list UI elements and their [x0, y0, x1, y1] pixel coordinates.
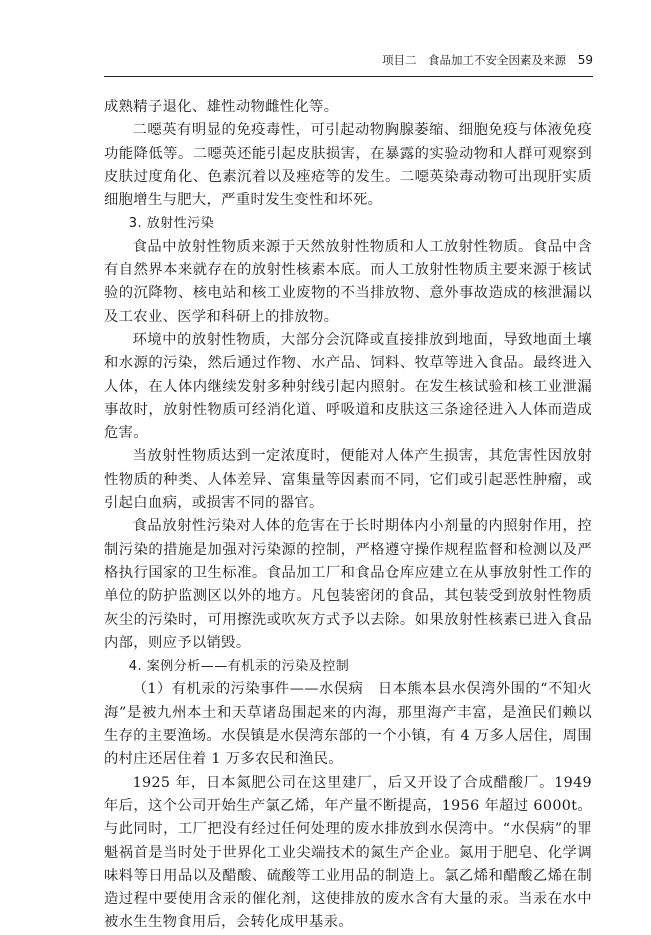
page-number: 59 [577, 53, 593, 67]
paragraph-continuation: 成熟精子退化、雄性动物雌性化等。 [104, 99, 339, 115]
paragraph-minamata-event: （1）有机汞的污染事件——水俣病 日本熊本县水俣湾外围的“不知火海”是被九州本土和天草诸岛围起来的内海，那里海产丰富，是渔民们赖以生存的主要渔场。水俣镇是水俣湾东部的一个小镇，有 4 万多人居住，周围的村庄还居住着 1 万多农民和渔民。 [104, 681, 592, 768]
page-body [104, 96, 592, 935]
section-heading-case-study: 4. 案例分析——有机汞的污染及控制 [128, 659, 350, 675]
paragraph-radioactive-environment: 环境中的放射性物质，大部分会沉降或直接排放到地面，导致地面土壤和水源的污染，然后通过作物、水产品、饲料、牧草等进入食品。最终进入人体，在人体内继续发射多种射线引起内照射。在发生核试验和核工业泄漏事故时，放射性物质可经消化道、呼吸道和皮肤这三条途径进入人体而造成危害。 [104, 331, 592, 442]
paragraph-radioactive-control: 食品放射性污染对人体的危害在于长时期体内小剂量的内照射作用，控制污染的措施是加强对污染源的控制，严格遵守操作规程监督和检测以及严格执行国家的卫生标准。食品加工厂和食品仓库应建立在从事放射性工作的单位的防护监测区以外的地方。凡包装密闭的食品，其包装受到放射性物质灰尘的污染时，可用擦洗或吹灰方式予以去除。如果放射性核素已进入食品内部，则应予以销毁。 [104, 518, 592, 651]
running-header [104, 52, 593, 77]
header-title: 项目二 食品加工不安全因素及来源 [382, 53, 567, 67]
paragraph-dioxin-immunotoxicity: 二噁英有明显的免疫毒性，可引起动物胸腺萎缩、细胞免疫与体液免疫功能降低等。二噁英还能引起皮肤损害，在暴露的实验动物和人群可观察到皮肤过度角化、色素沉着以及痤疮等的发生。二噁英染毒动物可出现肝实质细胞增生与肥大，严重时发生变性和坏死。 [104, 122, 592, 209]
paragraph-radioactive-sources: 食品中放射性物质来源于天然放射性物质和人工放射性物质。食品中含有自然界本来就存在的放射性核素本底。而人工放射性物质主要来源于核试验的沉降物、核电站和核工业废物的不当排放物、意外事故造成的核泄漏以及工农业、医学和科研上的排放物。 [104, 238, 592, 325]
section-heading-radioactive: 3. 放射性污染 [128, 216, 215, 232]
paragraph-radioactive-harm: 当放射性物质达到一定浓度时，便能对人体产生损害，其危害性因放射性物质的种类、人体差异、富集量等因素而不同，它们或引起恶性肿瘤，或引起白血病，或损害不同的器官。 [104, 448, 592, 512]
paragraph-minamata-history: 1925 年，日本氮肥公司在这里建厂，后又开设了合成醋酸厂。1949 年后，这个公司开始生产氯乙烯，年产量不断提高，1956 年超过 6000t。与此同时，工厂把没有经过任何处理的废水排放到水俣湾中。“水俣病”的罪魁祸首是当时处于世界化工业尖端技术的氮生产企业。氮用于肥皂、化学调味料等日用品以及醋酸、硫酸等工业用品的制造上。氯乙烯和醋酸乙烯在制造过程中要使用含汞的催化剂，这使排放的废水含有大量的汞。当汞在水中被水生生物食用后，会转化成甲基汞。 [104, 774, 592, 931]
